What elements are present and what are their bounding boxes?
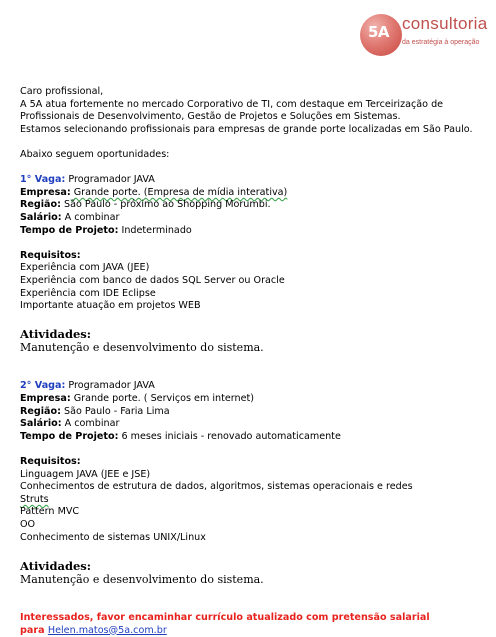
vaga1-heading — [20, 174, 490, 187]
vaga2-requisitos-heading: Requisitos: — [20, 456, 81, 468]
vaga2-empresa — [20, 393, 490, 406]
list-item: OO — [20, 519, 36, 530]
list-item: Conhecimentos de estrutura de dados, algoritmos, sistemas operacionais e redes — [20, 481, 413, 493]
vaga2-salario — [20, 418, 490, 431]
intro-line-2: Profissionais de Desenvolvimento, Gestão de Projetos e Soluções em Sistemas. — [20, 111, 401, 123]
vaga2-salario-label: Salário: — [20, 418, 62, 430]
intro-line-1: A 5A atua fortemente no mercado Corporativo de TI, com destaque em Terceirização de — [20, 98, 444, 110]
vaga2-atividades: Manutenção e desenvolvimento do sistema. — [20, 572, 264, 586]
vaga2-empresa-label: Empresa: — [20, 393, 71, 405]
vaga2-regiao-value: São Paulo - Faria Lima — [60, 405, 170, 417]
email-body — [20, 86, 490, 637]
logo-name: consultoria — [402, 14, 488, 33]
vaga1-salario-value: A combinar — [61, 211, 120, 223]
vaga1-empresa-label: Empresa: — [20, 186, 71, 198]
vaga1-empresa — [20, 187, 490, 200]
vaga1-atividades: Manutenção e desenvolvimento do sistema. — [20, 341, 264, 355]
vaga1-regiao — [20, 199, 490, 212]
logo-tagline: da estratégia à operação — [402, 39, 480, 46]
vaga2-title: Programador JAVA — [65, 380, 155, 392]
footer-line-1: Interessados, favor encaminhar currículo atualizado com pretensão salarial — [20, 611, 430, 623]
vaga2-tempo-value: 6 meses iniciais - renovado automaticamente — [118, 430, 341, 442]
vaga1-tempo-label: Tempo de Projeto: — [20, 224, 119, 236]
vaga2-tempo — [20, 431, 490, 444]
vaga2-regiao-label: Região: — [20, 405, 61, 417]
vaga1-title: Programador JAVA — [65, 174, 155, 186]
list-item: Struts — [20, 493, 49, 505]
list-item: Linguagem JAVA (JEE e JSE) — [20, 468, 151, 480]
vaga1-requisitos-heading: Requisitos: — [20, 249, 81, 261]
vaga1-tempo — [20, 225, 490, 238]
vaga1-label: 1° Vaga: — [20, 174, 66, 186]
vaga1-empresa-value: Grande porte. (Empresa de mídia interativa) — [70, 186, 288, 198]
email-link[interactable]: Helen.matos@5a.com.br — [47, 624, 167, 636]
greeting: Caro profissional, — [20, 86, 104, 97]
vaga1-regiao-label: Região: — [20, 199, 61, 211]
vaga1-salario — [20, 212, 490, 225]
vaga2-atividades-heading: Atividades: — [20, 558, 92, 573]
vaga1-regiao-value: São Paulo - próximo ao Shopping Morumbi. — [60, 199, 271, 211]
list-item: Pattern MVC — [20, 506, 80, 518]
list-item: Experiência com IDE Eclipse — [20, 287, 156, 299]
vaga1-salario-label: Salário: — [20, 211, 62, 223]
intro-line-4: Abaixo seguem oportunidades: — [20, 148, 170, 160]
vaga2-empresa-value: Grande porte. ( Serviços em internet) — [70, 393, 255, 405]
list-item: Importante atuação em projetos WEB — [20, 300, 201, 312]
vaga2-regiao — [20, 406, 490, 419]
vaga1-tempo-value: Indeterminado — [118, 224, 192, 236]
company-logo — [360, 12, 490, 62]
footer-line-2 — [20, 625, 490, 637]
list-item: Experiência com JAVA (JEE) — [20, 262, 150, 274]
logo-mark: 5A — [368, 23, 390, 41]
footer-para: para — [20, 624, 48, 636]
vaga2-label: 2° Vaga: — [20, 380, 66, 392]
list-item: Conhecimento de sistemas UNIX/Linux — [20, 531, 206, 543]
list-item: Experiência com banco de dados SQL Server ou Oracle — [20, 274, 285, 286]
vaga1-atividades-heading: Atividades: — [20, 327, 92, 342]
vaga2-heading — [20, 380, 490, 393]
vaga2-salario-value: A combinar — [61, 418, 120, 430]
intro-line-3: Estamos selecionando profissionais para empresas de grande porte localizadas em São Paulo. — [20, 123, 473, 135]
vaga2-tempo-label: Tempo de Projeto: — [20, 430, 119, 442]
